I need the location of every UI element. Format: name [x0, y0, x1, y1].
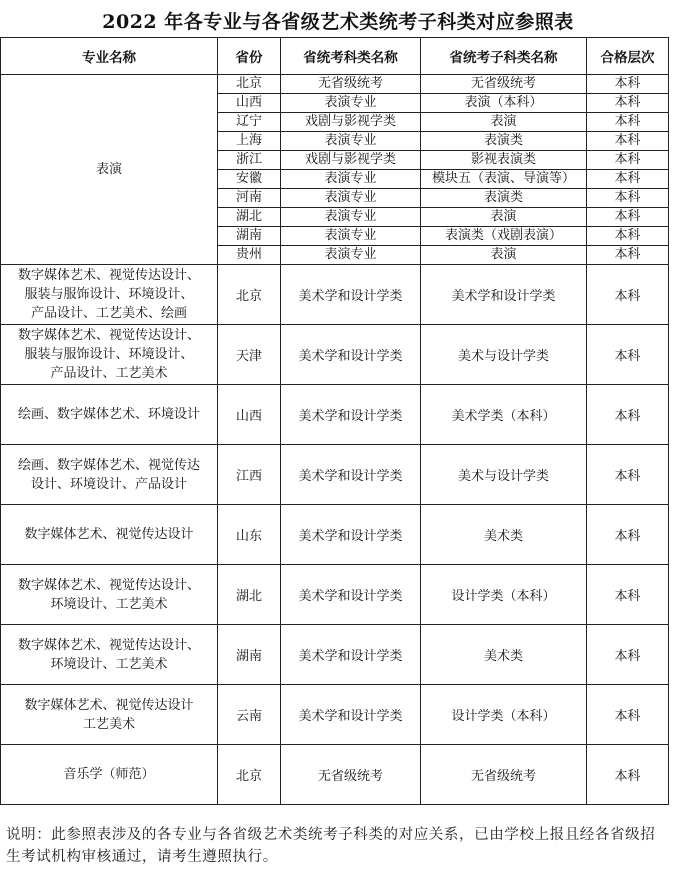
subcategory-cell: 表演	[421, 113, 587, 132]
category-cell: 美术学和设计学类	[281, 565, 421, 625]
subcategory-cell: 无省级统考	[421, 75, 587, 94]
table-row	[1, 745, 669, 805]
major-name-line: 数字媒体艺术、视觉传达设计	[24, 527, 194, 542]
major-name-line: 绘画、数字媒体艺术、环境设计	[17, 407, 200, 422]
subcategory-cell: 美术学和设计学类	[421, 265, 587, 325]
level-cell: 本科	[587, 132, 669, 151]
subcategory-cell: 表演	[421, 246, 587, 265]
level-cell: 本科	[587, 745, 669, 805]
major-name-line: 数字媒体艺术、视觉传达设计、	[17, 577, 200, 593]
category-cell: 美术学和设计学类	[281, 505, 421, 565]
province-cell: 河南	[218, 189, 281, 208]
province-cell: 山东	[218, 505, 281, 565]
category-cell: 表演专业	[281, 208, 421, 227]
table-body	[1, 75, 669, 805]
subcategory-cell: 影视表演类	[421, 151, 587, 170]
subcategory-cell: 表演类	[421, 189, 587, 208]
footnote: 说明：此参照表涉及的各专业与各省级艺术类统考子科类的对应关系，已由学校上报且经各省级招生考试机构审核通过，请考生遵照执行。	[6, 827, 656, 865]
subcategory-cell: 表演类	[421, 132, 587, 151]
category-cell: 表演专业	[281, 227, 421, 246]
province-cell: 北京	[218, 75, 281, 94]
level-cell: 本科	[587, 227, 669, 246]
header-level: 合格层次	[587, 38, 669, 75]
major-name-line: 服装与服饰设计、环境设计、	[24, 347, 194, 362]
major-name-line: 产品设计、工艺美术	[50, 366, 168, 381]
province-cell: 湖南	[218, 625, 281, 685]
category-cell: 美术学和设计学类	[281, 445, 421, 505]
category-cell: 表演专业	[281, 170, 421, 189]
major-name-cell	[1, 325, 218, 385]
page-title: 2022 年各专业与各省级艺术类统考子科类对应参照表	[102, 11, 574, 33]
major-name-cell	[1, 445, 218, 505]
major-name-line: 工艺美术	[82, 716, 135, 732]
subcategory-cell: 表演类（戏剧表演）	[421, 227, 587, 246]
subcategory-cell: 设计学类（本科）	[421, 685, 587, 745]
table-row	[1, 325, 669, 385]
table-row	[1, 565, 669, 625]
level-cell: 本科	[587, 445, 669, 505]
level-cell: 本科	[587, 685, 669, 745]
category-cell: 美术学和设计学类	[281, 325, 421, 385]
subcategory-cell: 美术类	[421, 625, 587, 685]
table-row	[1, 505, 669, 565]
province-cell: 江西	[218, 445, 281, 505]
major-name-cell	[1, 685, 218, 745]
header-major: 专业名称	[1, 38, 218, 75]
header-subcategory: 省统考子科类名称	[421, 38, 587, 75]
subcategory-cell: 美术学类（本科）	[421, 385, 587, 445]
level-cell: 本科	[587, 625, 669, 685]
subcategory-cell: 无省级统考	[421, 745, 587, 805]
level-cell: 本科	[587, 265, 669, 325]
table-row	[1, 445, 669, 505]
table-row	[1, 265, 669, 325]
major-name-cell	[1, 265, 218, 325]
category-cell: 表演专业	[281, 189, 421, 208]
province-cell: 山西	[218, 94, 281, 113]
major-name-line: 数字媒体艺术、视觉传达设计、	[17, 637, 200, 653]
level-cell: 本科	[587, 189, 669, 208]
province-cell: 山西	[218, 385, 281, 445]
level-cell: 本科	[587, 505, 669, 565]
table-row	[1, 625, 669, 685]
province-cell: 湖南	[218, 227, 281, 246]
major-name-line: 音乐学（师范）	[63, 767, 155, 782]
major-name-line: 设计、环境设计、产品设计	[30, 476, 187, 492]
subcategory-cell: 表演	[421, 208, 587, 227]
level-cell: 本科	[587, 385, 669, 445]
major-name-line: 数字媒体艺术、视觉传达设计	[24, 697, 194, 713]
category-cell: 戏剧与影视学类	[281, 113, 421, 132]
category-cell: 表演专业	[281, 94, 421, 113]
category-cell: 无省级统考	[281, 75, 421, 94]
category-cell: 戏剧与影视学类	[281, 151, 421, 170]
level-cell: 本科	[587, 113, 669, 132]
subcategory-cell: 美术与设计学类	[421, 325, 587, 385]
category-cell: 美术学和设计学类	[281, 385, 421, 445]
province-cell: 湖北	[218, 565, 281, 625]
level-cell: 本科	[587, 565, 669, 625]
category-cell: 美术学和设计学类	[281, 625, 421, 685]
subcategory-cell: 美术类	[421, 505, 587, 565]
level-cell: 本科	[587, 325, 669, 385]
level-cell: 本科	[587, 170, 669, 189]
major-name-cell	[1, 505, 218, 565]
header-category: 省统考科类名称	[281, 38, 421, 75]
subcategory-cell: 设计学类（本科）	[421, 565, 587, 625]
major-name-line: 数字媒体艺术、视觉传达设计、	[17, 328, 200, 343]
table-row	[1, 75, 669, 94]
level-cell: 本科	[587, 151, 669, 170]
major-name-line: 产品设计、工艺美术、绘画	[30, 306, 187, 321]
category-cell: 无省级统考	[281, 745, 421, 805]
province-cell: 云南	[218, 685, 281, 745]
table-row	[1, 685, 669, 745]
category-cell: 表演专业	[281, 132, 421, 151]
major-name-cell	[1, 745, 218, 805]
level-cell: 本科	[587, 75, 669, 94]
major-name-cell	[1, 385, 218, 445]
province-cell: 上海	[218, 132, 281, 151]
level-cell: 本科	[587, 246, 669, 265]
category-cell: 美术学和设计学类	[281, 685, 421, 745]
province-cell: 北京	[218, 745, 281, 805]
province-cell: 天津	[218, 325, 281, 385]
subcategory-cell: 表演（本科）	[421, 94, 587, 113]
province-cell: 辽宁	[218, 113, 281, 132]
major-name-line: 绘画、数字媒体艺术、视觉传达	[17, 457, 200, 473]
category-cell: 表演专业	[281, 246, 421, 265]
correspondence-table	[0, 37, 669, 805]
subcategory-cell: 美术与设计学类	[421, 445, 587, 505]
category-cell: 美术学和设计学类	[281, 265, 421, 325]
province-cell: 安徽	[218, 170, 281, 189]
table-row	[1, 385, 669, 445]
major-name-cell	[1, 625, 218, 685]
subcategory-cell: 模块五（表演、导演等）	[421, 170, 587, 189]
major-name-line: 环境设计、工艺美术	[50, 656, 168, 672]
level-cell: 本科	[587, 94, 669, 113]
province-cell: 湖北	[218, 208, 281, 227]
header-province: 省份	[218, 38, 281, 75]
major-name-cell: 表演	[1, 75, 218, 265]
table-header-row	[1, 38, 669, 75]
province-cell: 浙江	[218, 151, 281, 170]
major-name-line: 数字媒体艺术、视觉传达设计、	[17, 268, 200, 283]
province-cell: 贵州	[218, 246, 281, 265]
province-cell: 北京	[218, 265, 281, 325]
major-name-cell	[1, 565, 218, 625]
major-name-line: 环境设计、工艺美术	[50, 596, 168, 612]
level-cell: 本科	[587, 208, 669, 227]
major-name-line: 服装与服饰设计、环境设计、	[24, 287, 194, 302]
